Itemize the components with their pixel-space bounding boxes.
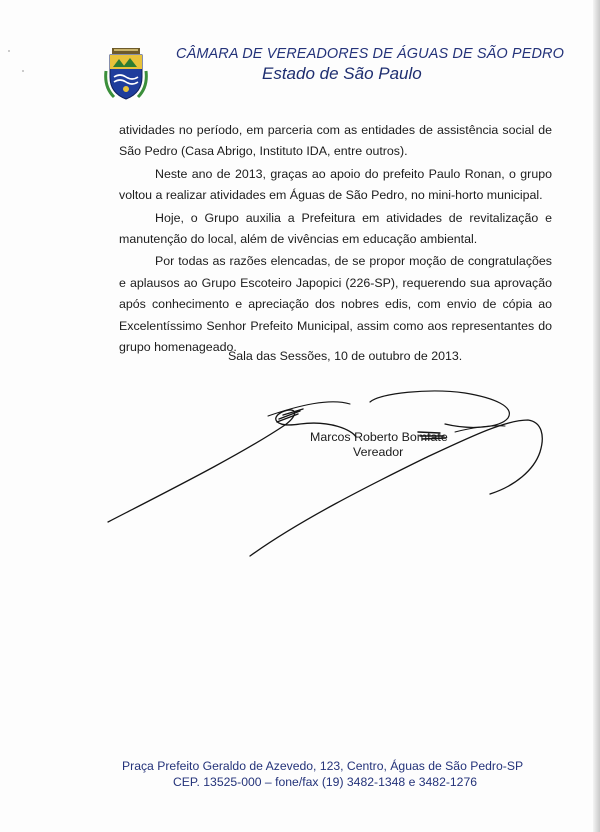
closing-line: Sala das Sessões, 10 de outubro de 2013.: [228, 349, 463, 363]
signer-name: Marcos Roberto Bomfate: [310, 430, 448, 444]
footer-address: Praça Prefeito Geraldo de Azevedo, 123, Centro, Águas de São Pedro-SP: [122, 759, 524, 773]
footer-contact: CEP. 13525-000 – fone/fax (19) 3482-1348 e 3482-1276: [173, 775, 478, 789]
document-body: [119, 120, 552, 358]
state-name: Estado de São Paulo: [262, 64, 422, 83]
body-paragraph: Por todas as razões elencadas, de se propor moção de congratulações e aplausos ao Grupo Escoteiro Japopici (226-SP), requerendo sua aprovação após conhecimento e apreciação dos nobres edis, com envio de cópia ao Excelentíssimo Senhor Prefeito Municipal, assim como aos representantes do grupo homenageado.: [119, 254, 552, 355]
body-paragraph: Neste ano de 2013, graças ao apoio do prefeito Paulo Ronan, o grupo voltou a realizar atividades em Águas de São Pedro, no mini-horto municipal.: [119, 166, 552, 203]
body-paragraph: Hoje, o Grupo auxilia a Prefeitura em atividades de revitalização e manutenção do local, além de vivências em educação ambiental.: [119, 210, 552, 247]
signer-title: Vereador: [353, 445, 404, 459]
body-paragraph: atividades no período, em parceria com as entidades de assistência social de São Pedro (Casa Abrigo, Instituto IDA, entre outros).: [119, 123, 552, 159]
scan-speck: [22, 70, 24, 72]
institution-name: CÂMARA DE VEREADORES DE ÁGUAS DE SÃO PEDRO: [176, 46, 564, 62]
scan-speck: [8, 50, 10, 52]
page-edge-shadow: [593, 0, 600, 832]
municipal-coat-of-arms-icon: [104, 47, 148, 101]
